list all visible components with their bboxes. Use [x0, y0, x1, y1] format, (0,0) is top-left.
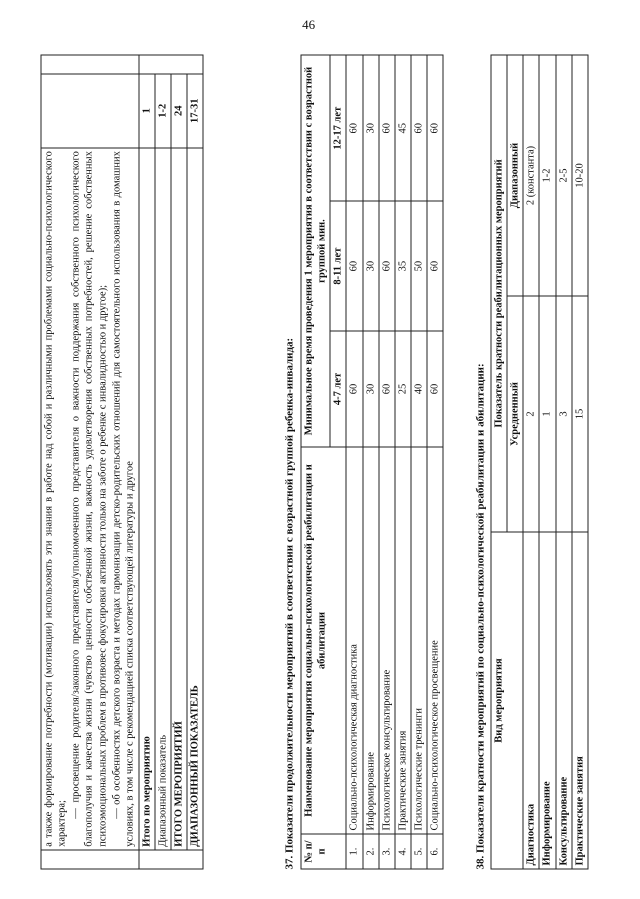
table-row: [171, 55, 187, 869]
range-value: 2 (константа): [523, 55, 539, 296]
average-value: 1: [539, 295, 555, 531]
section-37-heading: 37. Показатели продолжительности мероприятий в соответствии с возрастной группой ребенка-инвалида:: [283, 337, 295, 869]
age-group-header: 12-17 лет: [330, 55, 346, 201]
row-number: 1.: [346, 834, 362, 869]
activity-name: Психологическое консультирование: [378, 447, 394, 834]
activity-name: Социально-психологическая диагностика: [346, 447, 362, 834]
average-value: 2: [523, 295, 539, 531]
table-row: [523, 55, 539, 869]
row-number: 6.: [427, 834, 443, 869]
activity-kind: Информирование: [539, 532, 555, 869]
table-row: [427, 55, 443, 869]
duration-value: 30: [362, 330, 378, 446]
table-row: [346, 55, 362, 869]
column-header: № п/п: [301, 834, 346, 869]
row-number: 3.: [378, 834, 394, 869]
range-value: 10-20: [571, 55, 587, 296]
row-value: 1: [138, 73, 154, 147]
continuation-table: [40, 54, 203, 869]
row-label: ДИАПАЗОННЫЙ ПОКАЗАТЕЛЬ: [187, 147, 203, 850]
range-value: 1-2: [539, 55, 555, 296]
table-row: [539, 55, 555, 869]
table-header-row: [491, 55, 507, 869]
row-number: 2.: [362, 834, 378, 869]
duration-value: 60: [378, 55, 394, 201]
duration-value: 40: [410, 330, 426, 446]
frequency-table: [490, 54, 588, 869]
table-header-row: [301, 55, 330, 869]
row-label: Диапазонный показатель: [155, 147, 171, 850]
table-row: [410, 55, 426, 869]
duration-value: 60: [427, 55, 443, 201]
age-group-header: 4-7 лет: [330, 330, 346, 446]
column-header: Усредненный: [507, 295, 523, 531]
column-header: Наименование мероприятия социально-психологической реабилитации и абилитации: [301, 447, 346, 834]
row-number: 4.: [394, 834, 410, 869]
activity-kind: Консультирование: [555, 532, 571, 869]
activity-name: Психологические тренинги: [410, 447, 426, 834]
table-row: [362, 55, 378, 869]
duration-value: 60: [346, 330, 362, 446]
average-value: 15: [571, 295, 587, 531]
duration-value: 45: [394, 55, 410, 201]
row-value: 17-31: [187, 73, 203, 147]
table-row: [378, 55, 394, 869]
table-row: [394, 55, 410, 869]
duration-value: 60: [346, 201, 362, 331]
average-value: 3: [555, 295, 571, 531]
duration-value: 60: [427, 201, 443, 331]
table-row: [41, 55, 139, 869]
duration-value: 60: [346, 55, 362, 201]
table-row: [155, 55, 171, 869]
page-number: 46: [301, 16, 315, 32]
duration-value: 60: [427, 330, 443, 446]
range-value: 2-5: [555, 55, 571, 296]
row-value: 24: [171, 73, 187, 147]
table-row: [555, 55, 571, 869]
description-cell: [41, 147, 139, 850]
column-header: Диапазонный: [507, 55, 523, 296]
duration-value: 60: [378, 330, 394, 446]
duration-value: 25: [394, 330, 410, 446]
activity-name: Социально-психологическое просвещение: [427, 447, 443, 834]
row-label: Итого по мероприятию: [138, 147, 154, 850]
duration-table: [300, 54, 443, 869]
activity-name: Информирование: [362, 447, 378, 834]
row-number: 5.: [410, 834, 426, 869]
activity-kind: Практические занятия: [571, 532, 587, 869]
duration-value: 50: [410, 201, 426, 331]
paragraph: а также формирование потребности (мотивации) использовать эти знания в работе над собой и различными проблемами социально-психологического характера;: [43, 150, 68, 847]
paragraph: — просвещение родителя/законного представителя/уполномоченного представителя о важности поддержания собственного психологического благополучия и качества жизни (чувство ценности собственной жизни, важность удовлетворения собственных потребностей, решение собственных психоэмоциональных проблем в противовес фокусировки активности только на заботе о ребенке с инвалидностью и другое);: [70, 150, 108, 847]
column-header: Вид мероприятия: [491, 532, 523, 869]
duration-value: 30: [362, 201, 378, 331]
paragraph: — об особенностях детского возраста и методах гармонизации детско-родительских отношений для самостоятельного использования в домашних условиях, в том числе с рекомендацией списка соответствующей литературы и другое: [110, 150, 135, 847]
duration-value: 35: [394, 201, 410, 331]
age-group-header: 8-11 лет: [330, 201, 346, 331]
activity-kind: Диагностика: [523, 532, 539, 869]
column-header: Показатель кратности реабилитационных мероприятий: [491, 55, 507, 532]
duration-value: 60: [378, 201, 394, 331]
column-header: Минимальное время проведения 1 мероприятия в соответствии с возрастной группой мин.: [301, 55, 330, 447]
table-row: [571, 55, 587, 869]
table-row: [187, 55, 203, 869]
duration-value: 60: [410, 55, 426, 201]
section-38-heading: 38. Показатели кратности мероприятий по социально-психологической реабилитации и абилитации:: [474, 362, 486, 869]
duration-value: 30: [362, 55, 378, 201]
row-label: ИТОГО МЕРОПРИЯТИЙ: [171, 147, 187, 850]
activity-name: Практические занятия: [394, 447, 410, 834]
row-value: 1-2: [155, 73, 171, 147]
table-row: [138, 55, 154, 869]
